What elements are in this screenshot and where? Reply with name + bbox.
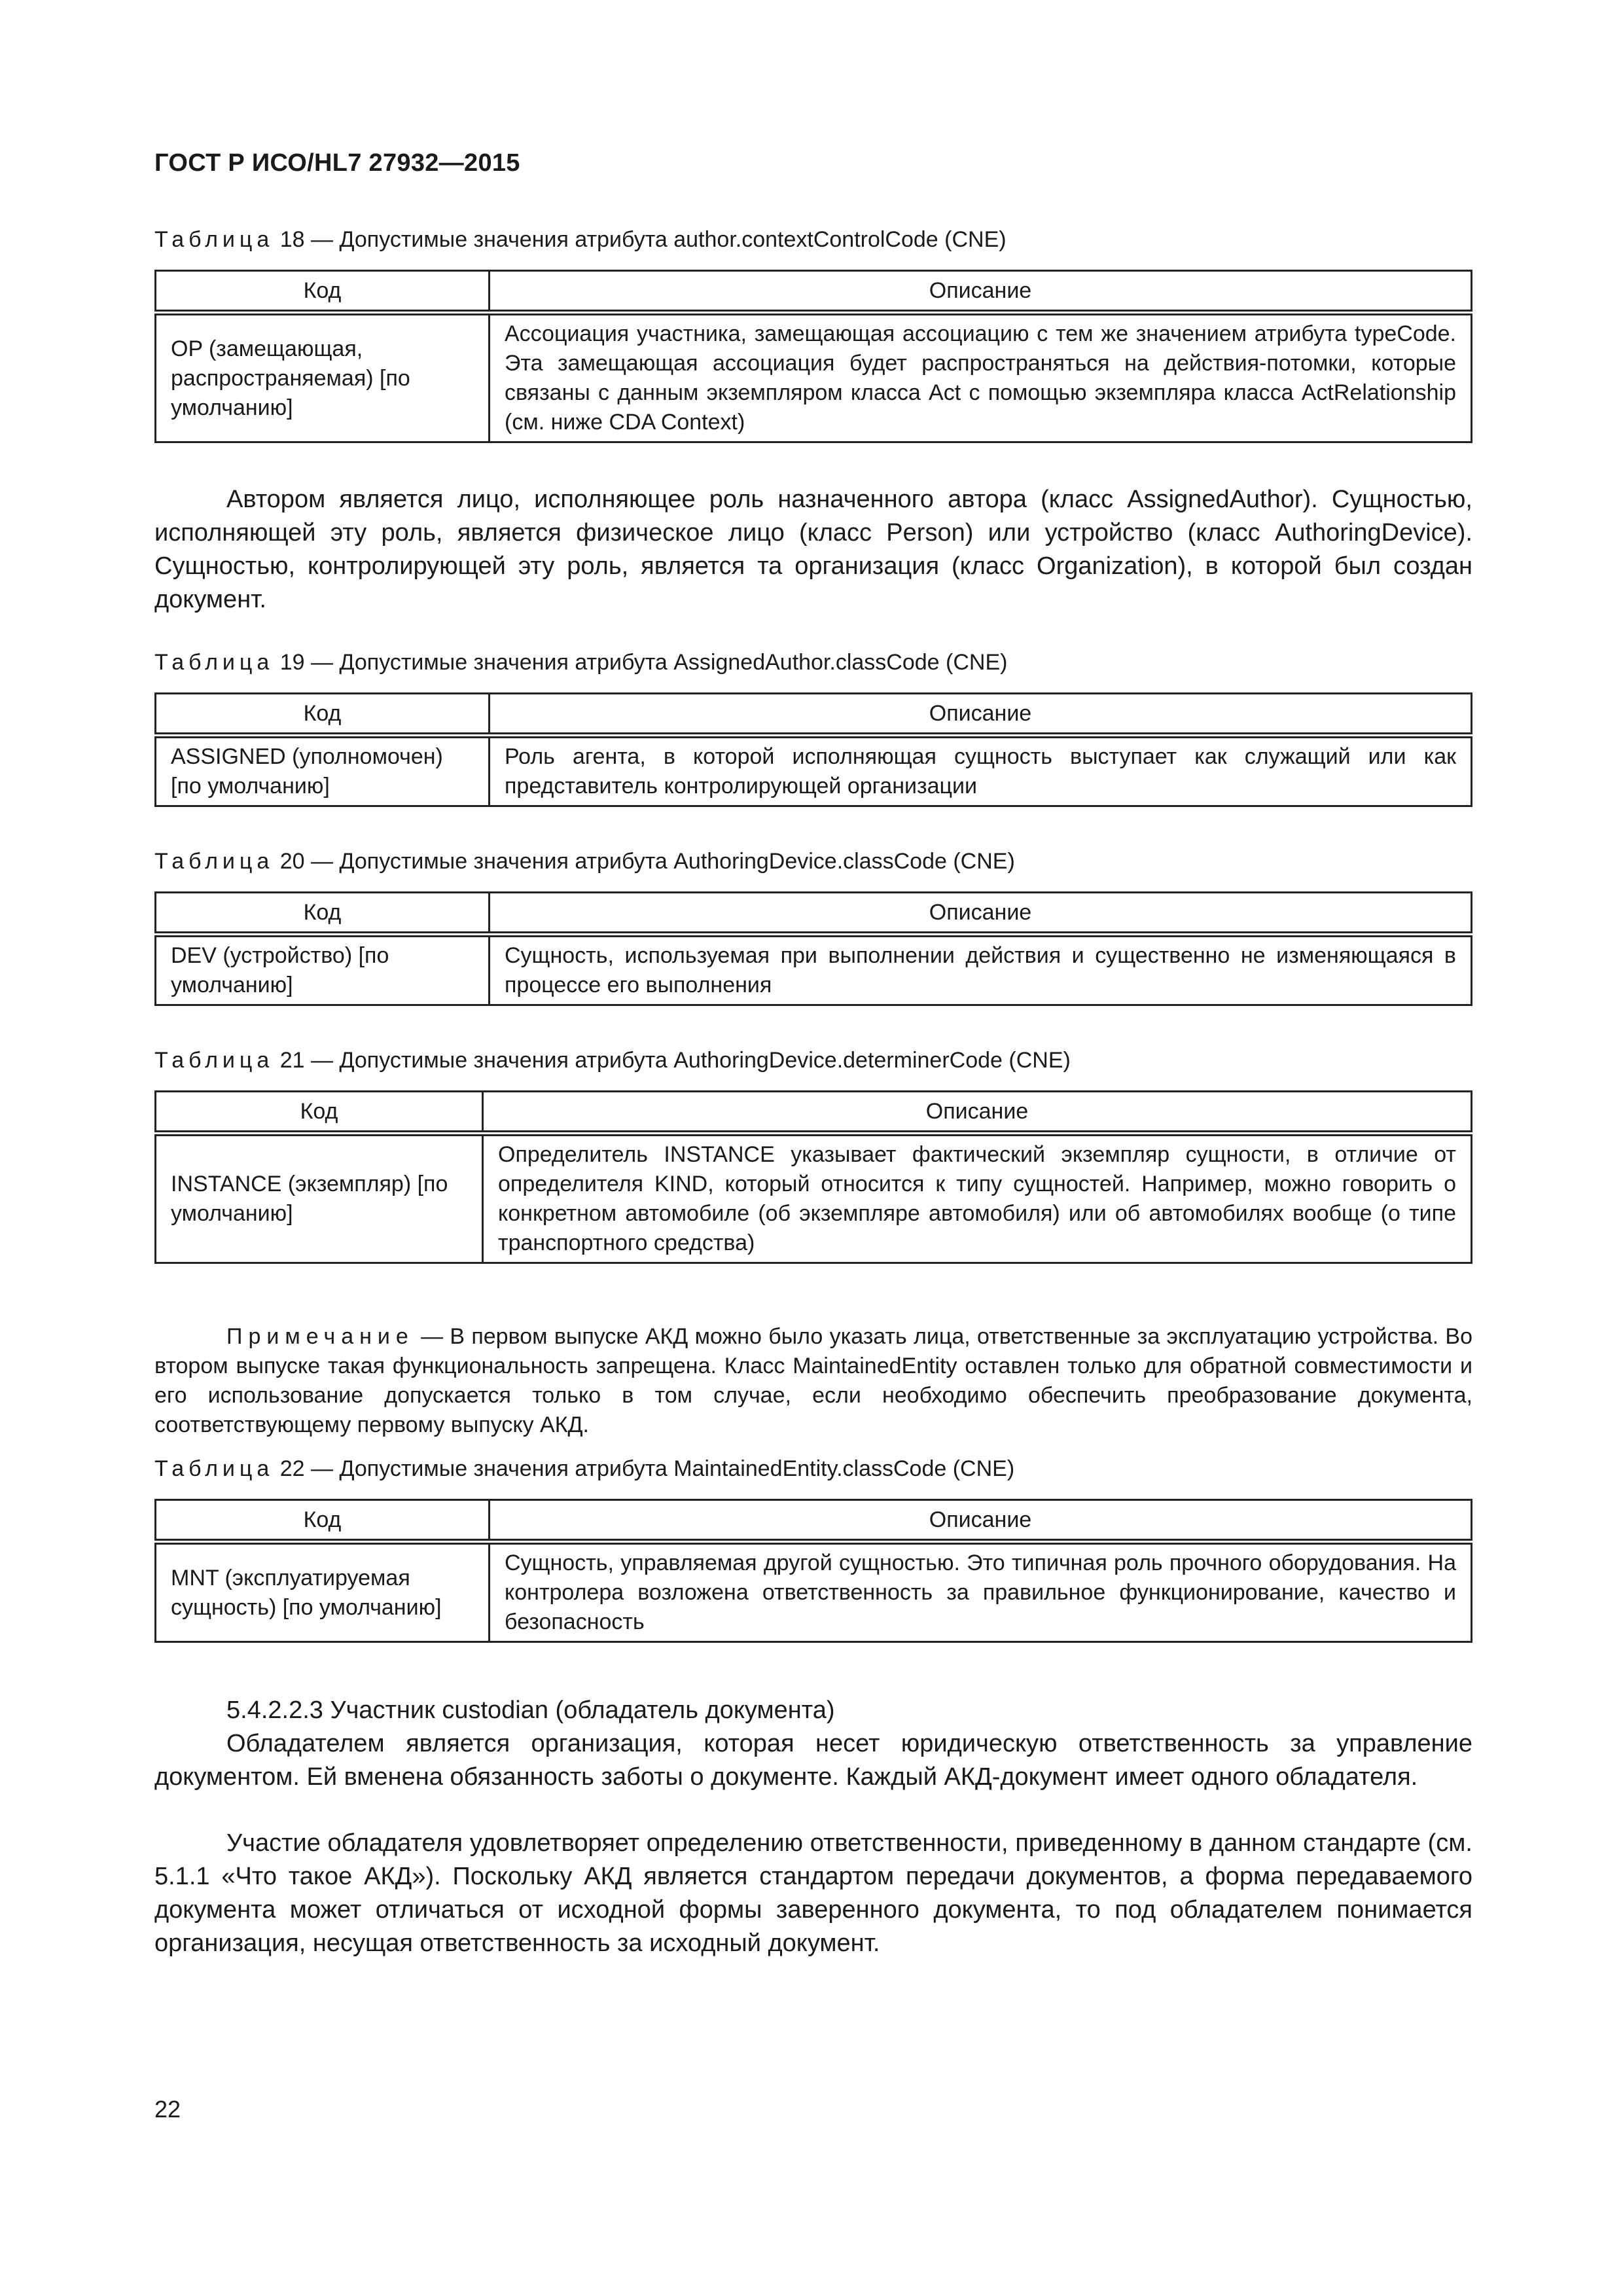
description-cell: Сущность, используемая при выполнении действия и существенно не изменяющаяся в процессе его выполнения — [490, 935, 1472, 1005]
column-header-description: Описание — [490, 271, 1472, 313]
table-20 — [154, 891, 1472, 1006]
table-row — [156, 313, 1472, 442]
column-header-code: Код — [156, 1500, 490, 1542]
note-paragraph — [154, 1322, 1472, 1440]
table-18-caption-text: 18 — Допустимые значения атрибута author.contextControlCode (CNE) — [274, 227, 1007, 252]
table-row — [156, 736, 1472, 806]
table-header-row — [156, 1092, 1472, 1134]
table-header-row — [156, 893, 1472, 935]
table-word: Таблица — [154, 849, 274, 874]
section-heading: 5.4.2.2.3 Участник custodian (обладатель документа) — [226, 1696, 835, 1724]
column-header-description: Описание — [490, 893, 1472, 935]
column-header-code: Код — [156, 271, 490, 313]
table-header-row — [156, 694, 1472, 736]
column-header-code: Код — [156, 893, 490, 935]
description-cell: Роль агента, в которой исполняющая сущность выступает как служащий или как представитель контролирующей организации — [490, 736, 1472, 806]
table-21-caption — [154, 1046, 1071, 1075]
table-18-caption — [154, 225, 1007, 254]
description-cell: Определитель INSTANCE указывает фактический экземпляр сущности, в отличие от определителя KIND, который относится к типу сущностей. Например, можно говорить о конкретном автомобиле (об экземпляре автомобиля) или об автомобилях вообще (о типе транспортного средства) — [483, 1134, 1472, 1263]
column-header-description: Описание — [490, 1500, 1472, 1542]
note-label: Примечание — [226, 1324, 414, 1349]
table-19-caption-text: 19 — Допустимые значения атрибута AssignedAuthor.classCode (CNE) — [274, 650, 1008, 675]
table-20-caption — [154, 847, 1015, 876]
paragraph-custodian: Обладателем является организация, которая несет юридическую ответственность за управление документом. Ей вменена обязанность заботы о документе. Каждый АКД-документ имеет одного обладателя. — [154, 1730, 1472, 1791]
table-21-caption-text: 21 — Допустимые значения атрибута AuthoringDevice.determinerCode (CNE) — [274, 1048, 1071, 1073]
table-header-row — [156, 1500, 1472, 1542]
paragraph-author: Автором является лицо, исполняющее роль назначенного автора (класс AssignedAuthor). Сущностью, исполняющей эту роль, является физическое лицо (класс Person) или устройство (класс AuthoringDevice). Сущностью, контролирующей эту роль, является та организация (класс Organization), в которой был создан документ. — [154, 486, 1472, 613]
table-19-caption — [154, 648, 1007, 677]
column-header-description: Описание — [490, 694, 1472, 736]
code-cell: OP (замещающая, распространяемая) [по умолчанию] — [156, 313, 490, 442]
table-21 — [154, 1090, 1472, 1264]
code-cell: MNT (эксплуатируемая сущность) [по умолчанию] — [156, 1542, 490, 1642]
table-word: Таблица — [154, 227, 274, 252]
column-header-code: Код — [156, 694, 490, 736]
document-header: ГОСТ Р ИСО/HL7 27932—2015 — [154, 149, 520, 177]
paragraph-custodian-responsibility: Участие обладателя удовлетворяет определению ответственности, приведенному в данном стандарте (см. 5.1.1 «Что такое АКД»). Поскольку АКД является стандартом передачи документов, а форма передаваемого документа может отличаться от исходной формы заверенного документа, то под обладателем понимается организация, несущая ответственность за исходный документ. — [154, 1829, 1472, 1957]
table-18 — [154, 270, 1472, 443]
page-number: 22 — [154, 2096, 181, 2123]
table-19 — [154, 692, 1472, 807]
table-22-caption — [154, 1454, 1014, 1483]
table-word: Таблица — [154, 1456, 274, 1481]
table-row — [156, 1542, 1472, 1642]
description-cell: Ассоциация участника, замещающая ассоциацию с тем же значением атрибута typeCode. Эта замещающая ассоциация будет распространяться на действия-потомки, которые связаны с данным экземпляром класса Act с помощью экземпляра класса ActRelationship (см. ниже CDA Context) — [490, 313, 1472, 442]
table-word: Таблица — [154, 650, 274, 675]
note-text: — В первом выпуске АКД можно было указать лица, ответственные за эксплуатацию устройства. Во втором выпуске такая функциональность запрещена. Класс MaintainedEntity оставлен только для обратной совместимости и его использование допускается только в том случае, если необходимо обеспечить преобразование документа, соответствующему первому выпуску АКД. — [154, 1324, 1472, 1437]
code-cell: DEV (устройство) [по умолчанию] — [156, 935, 490, 1005]
code-cell: ASSIGNED (уполномочен) [по умолчанию] — [156, 736, 490, 806]
table-row — [156, 1134, 1472, 1263]
column-header-code: Код — [156, 1092, 483, 1134]
table-row — [156, 935, 1472, 1005]
table-word: Таблица — [154, 1048, 274, 1073]
table-22 — [154, 1499, 1472, 1643]
description-cell: Сущность, управляемая другой сущностью. Это типичная роль прочного оборудования. На контролера возложена ответственность за правильное функционирование, качество и безопасность — [490, 1542, 1472, 1642]
table-20-caption-text: 20 — Допустимые значения атрибута AuthoringDevice.classCode (CNE) — [274, 849, 1015, 874]
column-header-description: Описание — [483, 1092, 1472, 1134]
table-22-caption-text: 22 — Допустимые значения атрибута MaintainedEntity.classCode (CNE) — [274, 1456, 1015, 1481]
code-cell: INSTANCE (экземпляр) [по умолчанию] — [156, 1134, 483, 1263]
table-header-row — [156, 271, 1472, 313]
